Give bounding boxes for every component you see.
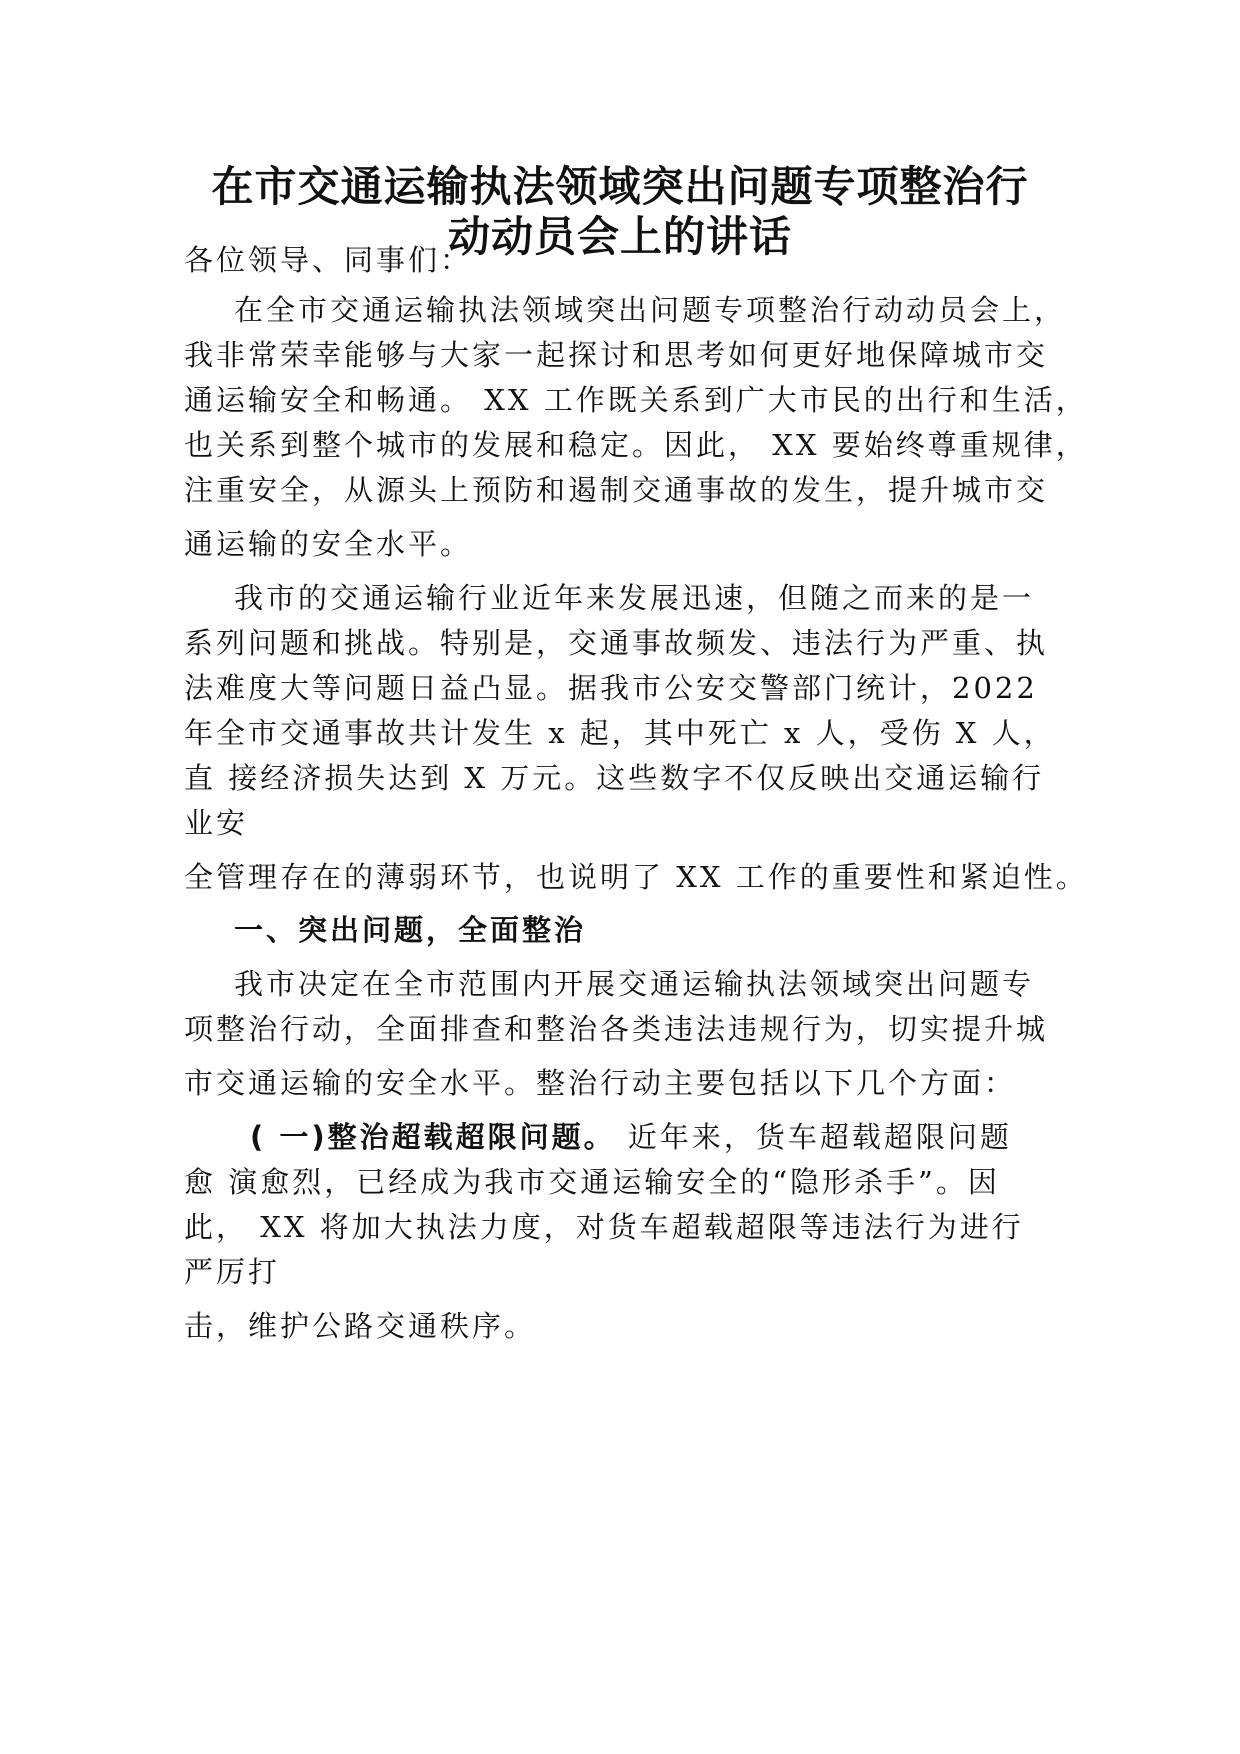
document-title-line-2: 动动员会上的讲话 — [447, 212, 792, 261]
paragraph-line: 我市的交通运输行业近年来发展迅速，但随之而来的是一 — [234, 581, 1035, 615]
document-title-line-1: 在市交通运输执法领域突出问题专项整治行 — [211, 162, 1029, 211]
paragraph-line: 业安 — [184, 806, 249, 840]
paragraph-line: 通运输的安全水平。 — [184, 527, 473, 561]
subsection-line — [250, 1117, 1012, 1157]
paragraph-line: 系列问题和挑战。特别是，交通事故频发、违法行为严重、执 — [184, 626, 1049, 660]
subsection-lead-text: 近年来，货车超载超限问题 — [615, 1120, 1012, 1154]
subsection-heading: ( 一)整治超载超限问题。 — [250, 1120, 616, 1154]
paragraph-line: 年全市交通事故共计发生 x 起，其中死亡 x 人，受伤 X 人， — [184, 716, 1056, 750]
salutation: 各位领导、同事们： — [184, 243, 473, 277]
paragraph-line: 严厉打 — [184, 1255, 281, 1289]
paragraph-line: 注重安全，从源头上预防和遏制交通事故的发生，提升城市交 — [184, 473, 1049, 507]
paragraph-line: 直 接经济损失达到 X 万元。这些数字不仅反映出交通运输行 — [184, 761, 1045, 795]
paragraph-line: 也关系到整个城市的发展和稳定。因此， XX 要始终尊重规律， — [184, 428, 1088, 462]
paragraph-line: 全管理存在的薄弱环节，也说明了 XX 工作的重要性和紧迫性。 — [184, 860, 1088, 894]
paragraph-line: 愈 演愈烈，已经成为我市交通运输安全的“隐形杀手”。因 — [184, 1165, 1000, 1199]
paragraph-line: 通运输安全和畅通。 XX 工作既关系到广大市民的出行和生活， — [184, 383, 1088, 417]
section-heading: 一、突出问题，全面整治 — [234, 913, 587, 947]
paragraph-line: 法难度大等问题日益凸显。据我市公安交警部门统计，2022 — [184, 671, 1038, 705]
paragraph-line: 市交通运输的安全水平。整治行动主要包括以下几个方面： — [184, 1066, 1017, 1100]
paragraph-line: 击，维护公路交通秩序。 — [184, 1309, 537, 1343]
paragraph-line: 我非常荣幸能够与大家一起探讨和思考如何更好地保障城市交 — [184, 338, 1049, 372]
paragraph-line: 在全市交通运输执法领域突出问题专项整治行动动员会上， — [234, 293, 1067, 327]
paragraph-line: 此， XX 将加大执法力度，对货车超载超限等违法行为进行 — [184, 1210, 1024, 1244]
paragraph-line: 项整治行动，全面排查和整治各类违法违规行为，切实提升城 — [184, 1012, 1049, 1046]
paragraph-line: 我市决定在全市范围内开展交通运输执法领域突出问题专 — [234, 967, 1035, 1001]
